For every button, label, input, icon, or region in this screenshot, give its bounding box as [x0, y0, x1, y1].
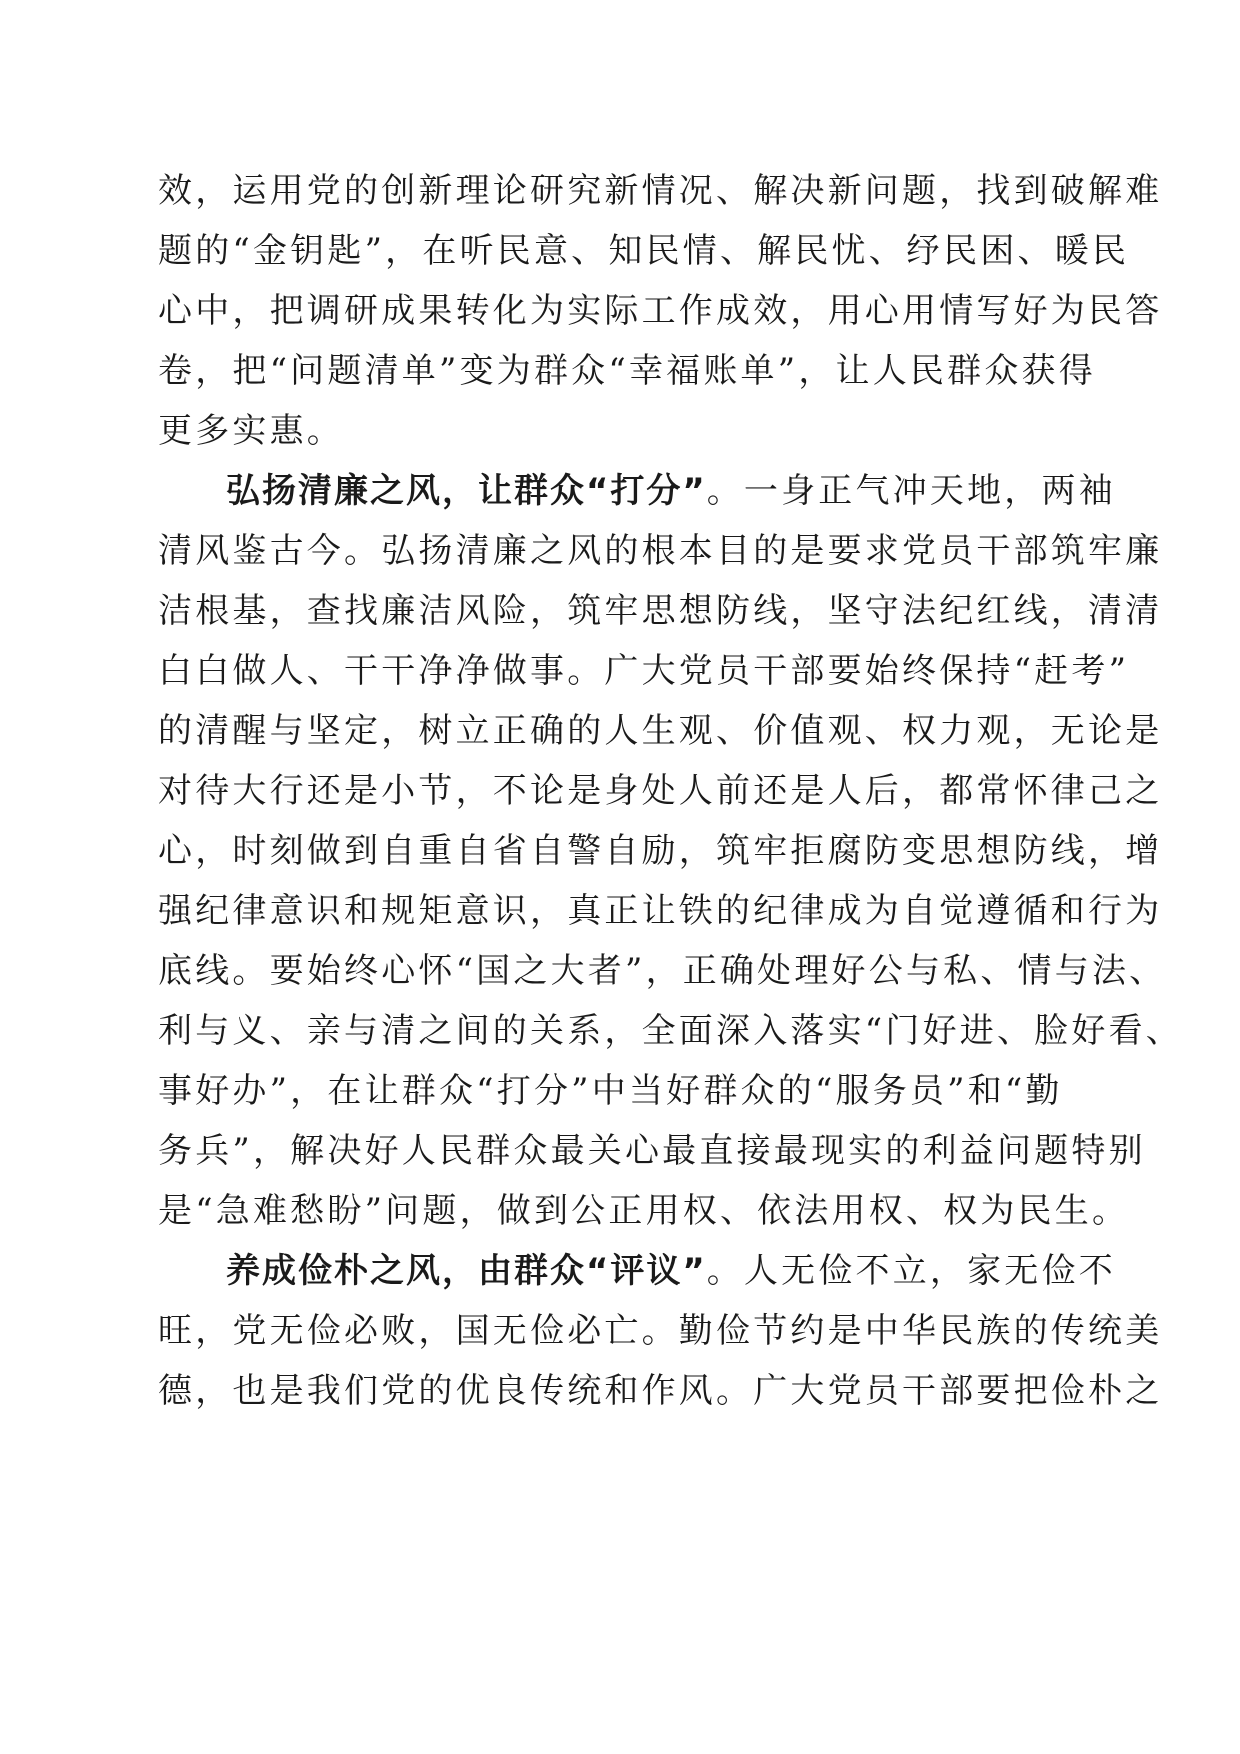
paragraph-first-line [226, 468, 1116, 514]
text-line: 务兵”，解决好人民群众最关心最直接最现实的利益问题特别 [158, 1131, 1146, 1171]
text-line: 的清醒与坚定，树立正确的人生观、价值观、权力观，无论是 [158, 711, 1163, 751]
text-line: 事好办”，在让群众“打分”中当好群众的“服务员”和“勤 [158, 1071, 1063, 1111]
section-heading: 养成俭朴之风，由群众“评议” [226, 1251, 707, 1291]
text-line: 对待大行还是小节，不论是身处人前还是人后，都常怀律己之 [158, 771, 1163, 811]
text-line: 强纪律意识和规矩意识，真正让铁的纪律成为自觉遵循和行为 [158, 891, 1163, 931]
paragraph-first-line [226, 1248, 1116, 1294]
text-line: 卷，把“问题清单”变为群众“幸福账单”，让人民群众获得 [158, 351, 1096, 391]
text-line: 心，时刻做到自重自省自警自励，筑牢拒腐防变思想防线，增 [158, 831, 1163, 871]
text-line: 是“急难愁盼”问题，做到公正用权、依法用权、权为民生。 [158, 1191, 1130, 1231]
text-line: 清风鉴古今。弘扬清廉之风的根本目的是要求党员干部筑牢廉 [158, 531, 1163, 571]
heading-continuation: 。人无俭不立，家无俭不 [706, 1251, 1116, 1291]
text-line: 心中，把调研成果转化为实际工作成效，用心用情写好为民答 [158, 291, 1163, 331]
text-line: 白白做人、干干净净做事。广大党员干部要始终保持“赶考” [158, 651, 1130, 691]
text-line: 洁根基，查找廉洁风险，筑牢思想防线，坚守法纪红线，清清 [158, 591, 1163, 631]
text-line: 旺，党无俭必败，国无俭必亡。勤俭节约是中华民族的传统美 [158, 1311, 1163, 1351]
text-line: 德，也是我们党的优良传统和作风。广大党员干部要把俭朴之 [158, 1371, 1163, 1411]
text-line: 题的“金钥匙”，在听民意、知民情、解民忧、纾民困、暖民 [158, 231, 1130, 271]
section-heading: 弘扬清廉之风，让群众“打分” [226, 471, 707, 511]
text-line: 底线。要始终心怀“国之大者”，正确处理好公与私、情与法、 [158, 951, 1167, 991]
text-line: 效，运用党的创新理论研究新情况、解决新问题，找到破解难 [158, 171, 1163, 211]
text-line: 更多实惠。 [158, 411, 344, 451]
heading-continuation: 。一身正气冲天地，两袖 [706, 471, 1116, 511]
text-line: 利与义、亲与清之间的关系，全面深入落实“门好进、脸好看、 [158, 1011, 1183, 1051]
